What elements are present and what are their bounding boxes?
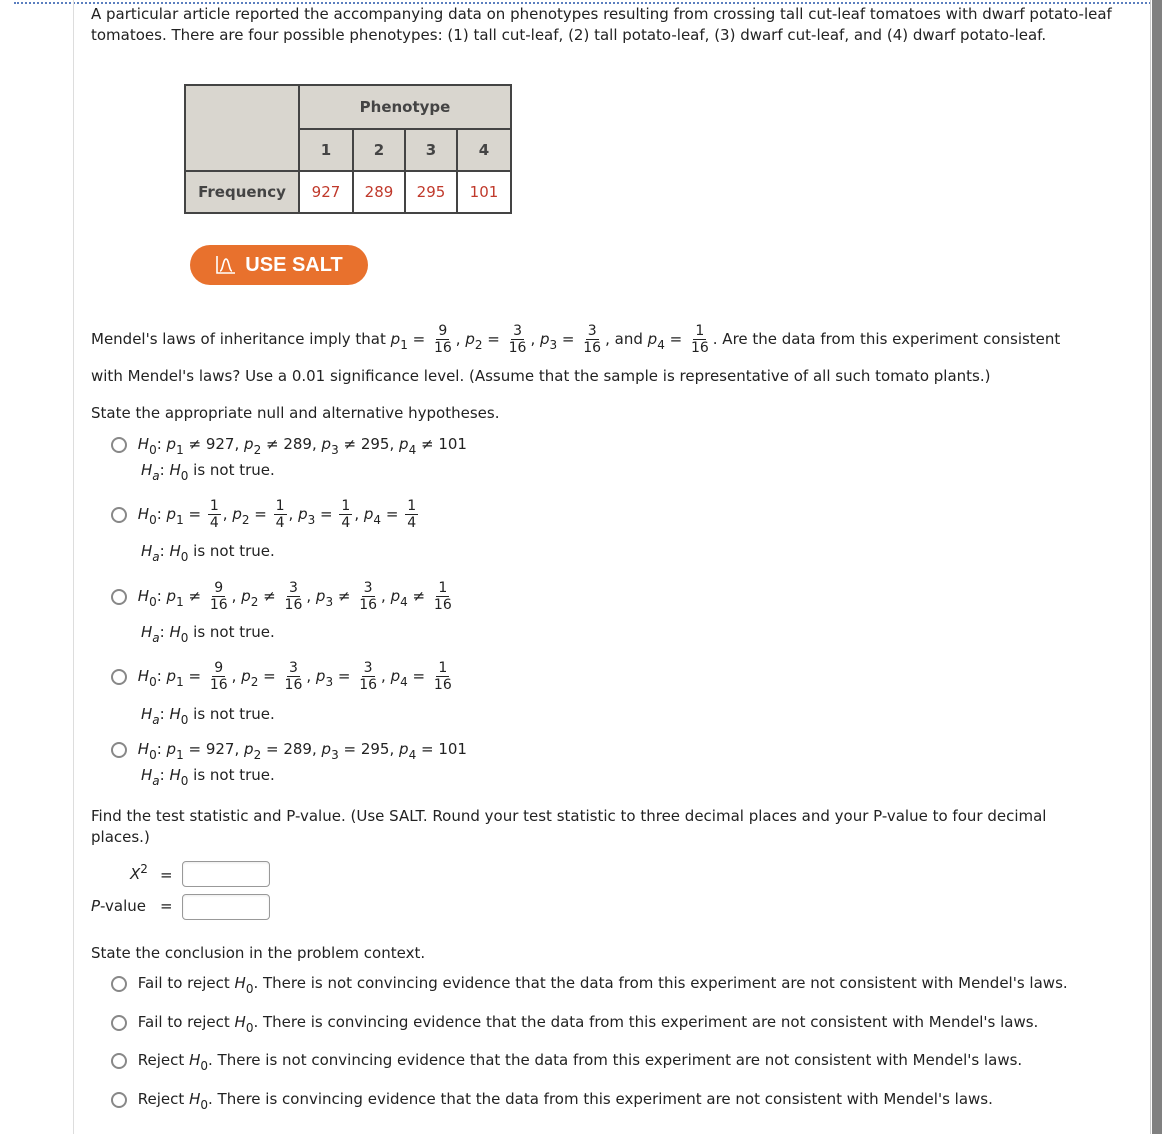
chi-square-label: $X^2$ <box>130 862 148 883</box>
scroll-track <box>1150 0 1151 1134</box>
hypothesis-option-3[interactable]: $H_0$: $p_1$ ≠ $\frac{9}{16}$ , $p_2$ ≠ $\frac{3}{16}$ , $p_3$ ≠ $\frac{3}{16}$ , $p_4$ ≠ $\frac{1}{16}$ <box>111 580 456 613</box>
mendel-suffix: . Are the data from this experiment consistent <box>712 330 1061 348</box>
conclusion-option-4[interactable]: Reject $H_0$. There is convincing evidence that the data from this experiment are not consistent with Mendel's laws. <box>111 1090 993 1112</box>
column-header-3: 3 <box>405 129 457 171</box>
alternative-hypothesis-5: $H_a$: $H_0$ is not true. <box>141 766 275 788</box>
frequency-cell-4: 101 <box>457 171 511 213</box>
use-salt-label: USE SALT <box>245 253 343 276</box>
column-header-4: 4 <box>457 129 511 171</box>
radio-button[interactable] <box>111 589 127 605</box>
conclusion-option-3[interactable]: Reject $H_0$. There is not convincing evidence that the data from this experiment are not consistent with Mendel's laws. <box>111 1051 1022 1073</box>
hypothesis-option-4[interactable]: $H_0$: $p_1$ = $\frac{9}{16}$ , $p_2$ = $\frac{3}{16}$ , $p_3$ = $\frac{3}{16}$ , $p_4$ = $\frac{1}{16}$ <box>111 660 456 693</box>
p1-fraction: $\frac{9}{16}$ <box>433 323 452 356</box>
scrollbar[interactable] <box>1152 0 1162 1134</box>
alternative-hypothesis-4: $H_a$: $H_0$ is not true. <box>141 705 275 727</box>
table-corner <box>185 85 299 171</box>
frequency-cell-3: 295 <box>405 171 457 213</box>
alternative-hypothesis-1: $H_a$: $H_0$ is not true. <box>141 461 275 483</box>
hypotheses-prompt: State the appropriate null and alternative hypotheses. <box>91 404 500 422</box>
hypothesis-option-2[interactable]: $H_0$: $p_1$ = $\frac{1}{4}$ , $p_2$ = $\frac{1}{4}$ , $p_3$ = $\frac{1}{4}$ , $p_4$ = $\frac{1}{4}$ <box>111 498 420 531</box>
radio-button[interactable] <box>111 1053 127 1069</box>
phenotype-table <box>184 84 512 214</box>
mendel-statement: Mendel's laws of inheritance imply that $p_1$ = $\frac{9}{16}$ , $p_2$ = $\frac{3}{16}$ , $p_3$ = $\frac{3}{16}$ , and $p_4$ = $\frac{1}{16}$ . Are the data from this experiment consistent <box>91 323 1061 356</box>
mendel-prefix: Mendel's laws of inheritance imply that <box>91 330 386 348</box>
p2-fraction: $\frac{3}{16}$ <box>508 323 527 356</box>
question-intro-container <box>91 4 1121 46</box>
chi-square-equals: = <box>160 866 173 884</box>
radio-button[interactable] <box>111 1092 127 1108</box>
salt-distribution-icon <box>215 254 237 276</box>
radio-button[interactable] <box>111 1015 127 1031</box>
hypothesis-option-5[interactable]: $H_0$: $p_1 = 927$, $p_2 = 289$, $p_3 = 295$, $p_4 = 101$ <box>111 740 467 762</box>
use-salt-button[interactable] <box>190 245 368 285</box>
radio-button[interactable] <box>111 437 127 453</box>
frequency-cell-1: 927 <box>299 171 353 213</box>
conclusion-option-1[interactable]: Fail to reject $H_0$. There is not convincing evidence that the data from this experiment are not consistent with Mendel's laws. <box>111 974 1068 996</box>
alternative-hypothesis-2: $H_a$: $H_0$ is not true. <box>141 542 275 564</box>
conclusion-option-2[interactable]: Fail to reject $H_0$. There is convincing evidence that the data from this experiment are not consistent with Mendel's laws. <box>111 1013 1038 1035</box>
row-label-frequency: Frequency <box>185 171 299 213</box>
p4-fraction: $\frac{1}{16}$ <box>690 323 709 356</box>
conclusion-prompt: State the conclusion in the problem context. <box>91 944 426 962</box>
mendel-statement-line2: with Mendel's laws? Use a 0.01 significance level. (Assume that the sample is representative of all such tomato plants.) <box>91 367 991 385</box>
p-value-input[interactable] <box>182 894 270 920</box>
test-statistic-prompt: Find the test statistic and P-value. (Use SALT. Round your test statistic to three decimal places and your P-value to four decimal places.) <box>91 807 1047 846</box>
p-value-label: P-value <box>91 897 147 915</box>
alternative-hypothesis-3: $H_a$: $H_0$ is not true. <box>141 623 275 645</box>
radio-button[interactable] <box>111 669 127 685</box>
frequency-cell-2: 289 <box>353 171 405 213</box>
hypothesis-option-1[interactable]: $H_0$: $p_1 \ne 927$, $p_2 \ne 289$, $p_3 \ne 295$, $p_4 \ne 101$ <box>111 435 467 457</box>
p-value-equals: = <box>160 897 173 915</box>
chi-square-input[interactable] <box>182 861 270 887</box>
column-header-1: 1 <box>299 129 353 171</box>
radio-button[interactable] <box>111 742 127 758</box>
table-header-phenotype: Phenotype <box>299 85 511 129</box>
radio-button[interactable] <box>111 507 127 523</box>
question-intro: A particular article reported the accompanying data on phenotypes resulting from crossing tall cut-leaf tomatoes with dwarf potato-leaf tomatoes. There are four possible phenotypes: (1) tall cut-leaf, (2) tall potato-leaf, (3) dwarf cut-leaf, and (4) dwarf potato-leaf. <box>91 5 1112 44</box>
left-divider <box>73 0 74 1134</box>
column-header-2: 2 <box>353 129 405 171</box>
radio-button[interactable] <box>111 976 127 992</box>
p3-fraction: $\frac{3}{16}$ <box>583 323 602 356</box>
